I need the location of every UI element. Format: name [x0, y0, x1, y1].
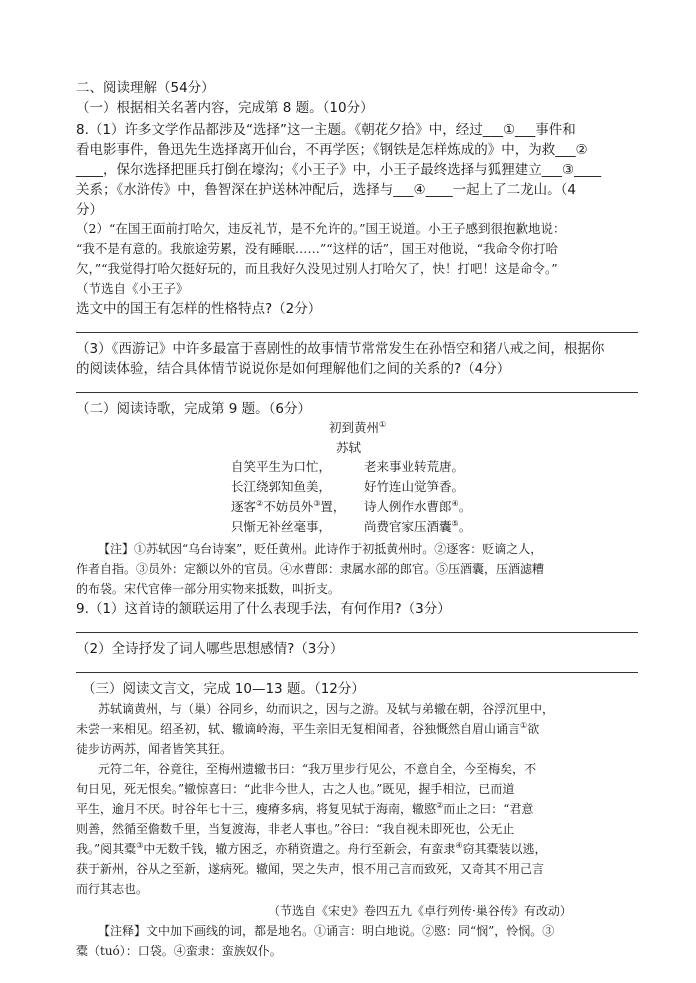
poem-line-left: 逐客②不妨员外③置，	[231, 498, 346, 514]
answer-line	[76, 392, 638, 393]
q8-1-line: 关系；《水浒传》中，鲁智深在护送林冲配后，选择与___④____一起上了二龙山。（4	[76, 182, 576, 198]
part3-heading: （三）阅读文言文，完成 10—13 题。（12分）	[82, 681, 365, 697]
poem-note: 【注】①苏轼因“乌台诗案”，贬任黄州。此诗作于初抵黄州时。②逐客：贬谪之人，	[98, 542, 543, 556]
classical-text-line: 而行其志也。	[76, 882, 149, 896]
q8-1-line: ____，保尔选择把匪兵打倒在壕沟；《小王子》中，小王子最终选择与狐狸建立___③____	[76, 162, 602, 178]
q8-1-line: 8.（1）许多文学作品都涉及“选择”这一主题。《朝花夕拾》中，经过___①___事件和	[76, 122, 576, 138]
q8-1-line: 看电影事件，鲁迅先生选择离开仙台，不再学医；《钢铁是怎样炼成的》中，为救___②	[76, 142, 588, 158]
classical-text-line: 徒步访两苏，闻者皆笑其狂。	[76, 742, 233, 756]
classical-text-line: 旬日见，死无恨矣。”辙惊喜曰：“此非今世人，古之人也。”既见，握手相泣，已而道	[76, 782, 515, 796]
poem-author: 苏轼	[336, 440, 362, 455]
poem-line-right: 尚费官家压酒囊⑤。	[364, 518, 472, 534]
classical-text-line: 平生，逾月不厌。时谷年七十三，瘦瘠多病，将复见轼于海南，辙愍②而止之曰：“君意	[76, 801, 534, 816]
q8-3-line: （3）《西游记》中许多最富于喜剧性的故事情节常常发生在孙悟空和猪八戒之间，根据你	[76, 341, 605, 357]
q9-1: 9.（1）这首诗的颔联运用了什么表现手法，有何作用?（3分）	[76, 601, 451, 617]
answer-line	[76, 672, 638, 673]
classical-text-line: 则善，然循至儋数千里，当复渡海，非老人事也。”谷曰：“我自视未即死也，公无止	[76, 822, 515, 836]
answer-line	[76, 632, 638, 633]
q8-2-source: （节选自《小王子》	[76, 281, 189, 296]
poem-line-right: 好竹连山觉笋香。	[364, 479, 465, 494]
section-title: 二、阅读理解（54分）	[76, 80, 215, 96]
q8-2-question: 选文中的国王有怎样的性格特点?（2分）	[76, 301, 322, 317]
poem-line-left: 自笑平生为口忙，	[231, 459, 332, 474]
classical-text-line: 我。”阅其橐③中无数千钱，辙方困乏，亦稍资遣之。舟行至新会，有蛮隶④窃其橐装以逃，	[76, 841, 547, 856]
poem-note: 的布袋。宋代官俸一部分用实物来抵数，叫折支。	[76, 582, 341, 596]
q9-2: （2）全诗抒发了词人哪些思想感情?（3分）	[76, 641, 344, 657]
classical-text-line: 苏轼谪黄州，与（巢）谷同乡，幼而识之，因与之游。及轼与弟辙在朝，谷浮沉里中，	[98, 702, 555, 716]
poem-line-left: 长江绕郭知鱼美，	[231, 479, 332, 494]
poem-line-right: 诗人例作水曹郎④。	[364, 498, 472, 514]
poem-note: 作者自指。③员外：定额以外的官员。④水曹郎：隶属水部的郎官。⑤压酒囊，压酒滤糟	[76, 562, 545, 576]
classical-text-line: 未尝一来相见。绍圣初，轼、辙谪岭海，平生亲旧无复相闻者，谷独慨然自眉山诵言①欲	[76, 721, 540, 736]
part2-heading: （二）阅读诗歌，完成第 9 题。（6分）	[76, 401, 312, 417]
part1-heading: （一）根据相关名著内容，完成第 8 题。（10分）	[76, 100, 374, 116]
classical-source: （节选自《宋史》卷四五九《卓行列传·巢谷传》有改动）	[268, 904, 572, 918]
poem-line-left: 只惭无补丝毫事，	[231, 519, 332, 534]
classical-note: 橐（tuó）：口袋。④蛮隶：蛮族奴仆。	[76, 944, 282, 958]
q8-2-line: （2）“在国王面前打哈欠，违反礼节，是不允许的。”国王说道。小王子感到很抱歉地说：	[76, 221, 566, 236]
poem-title: 初到黄州①	[329, 419, 387, 435]
q8-1-line: 分）	[76, 202, 103, 218]
q8-2-line: “我不是有意的。我旅途劳累，没有睡眠……”“这样的话”，国王对他说，“我命令你打哈	[76, 241, 558, 256]
classical-note: 【注释】文中加下画线的词，都是地名。①诵言：明白地说。②愍：同“悯”，怜悯。③	[98, 924, 555, 938]
q8-3-line: 的阅读体验，结合具体情节说说你是如何理解他们之间的关系的?（4分）	[76, 361, 511, 377]
classical-text-line: 获于新州，谷从之至新，遂病死。辙闻，哭之失声，恨不用己言而致死，又奇其不用己言	[76, 862, 545, 876]
answer-line	[76, 332, 638, 333]
classical-text-line: 元符二年，谷竟往，至梅州遗辙书曰：“我万里步行见公，不意自全，今至梅矣，不	[98, 762, 537, 776]
poem-line-right: 老来事业转荒唐。	[364, 459, 465, 474]
q8-2-line: 欠，”“我觉得打哈欠挺好玩的，而且我好久没见过别人打哈欠了，快！打吧！这是命令。”	[76, 261, 558, 276]
